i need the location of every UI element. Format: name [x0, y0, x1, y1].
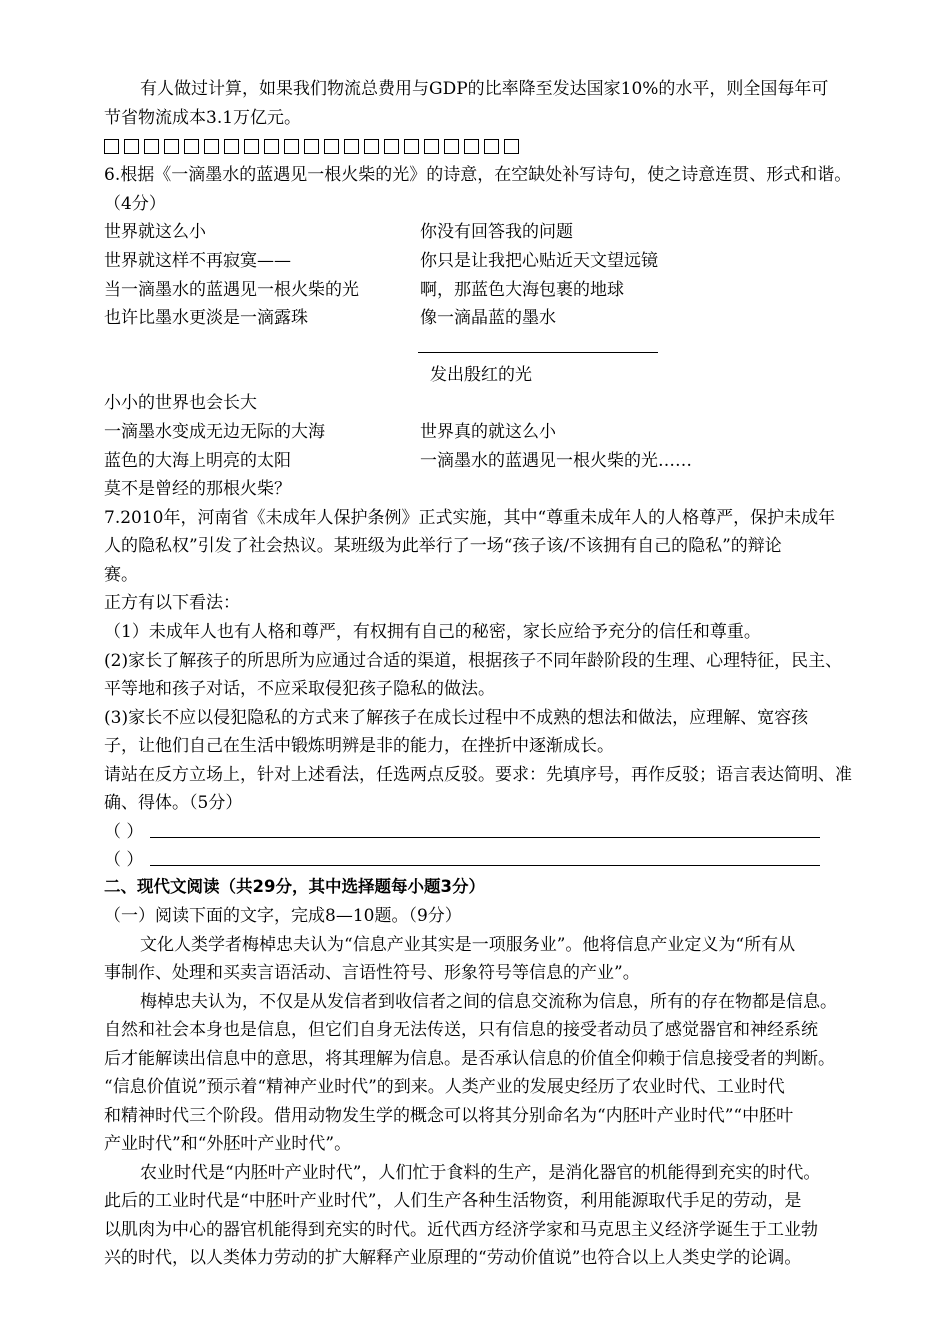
- q7-point-2-line-1: (2)家长了解孩子的所思所为应通过合适的渠道，根据孩子不同年龄阶段的生理、心理特征，民主、: [104, 651, 843, 671]
- passage-line: 梅棹忠夫认为，不仅是从发信者到收信者之间的信息交流称为信息，所有的存在物都是信息。: [140, 992, 837, 1012]
- poem-right-line: 像一滴晶蓝的墨水: [420, 308, 556, 328]
- passage-line: 此后的工业时代是“中胚叶产业时代”，人们生产各种生活物资，利用能源取代手足的劳动，是: [104, 1191, 802, 1211]
- answer-number-paren: （ ）: [104, 822, 144, 842]
- poem-left-line: 一滴墨水变成无边无际的大海: [104, 422, 325, 442]
- q7-requirement-line-2: 确、得体。（5分）: [104, 793, 243, 813]
- passage-line: 以肌肉为中心的器官机能得到充实的时代。近代西方经济学家和马克思主义经济学诞生于工业勃: [104, 1220, 818, 1240]
- poem-left-line: 当一滴墨水的蓝遇见一根火柴的光: [104, 280, 359, 300]
- poem-left-line: 莫不是曾经的那根火柴？: [104, 479, 291, 499]
- poem-right-line: 你只是让我把心贴近天文望远镜: [420, 251, 658, 271]
- q7-point-2-line-2: 平等地和孩子对话，不应采取侵犯孩子隐私的做法。: [104, 679, 495, 699]
- subsection-heading: （一）阅读下面的文字，完成8—10题。（9分）: [104, 906, 462, 926]
- poem-answer-blank[interactable]: [418, 352, 658, 353]
- section-heading: 二、现代文阅读（共29分，其中选择题每小题3分）: [104, 877, 485, 896]
- poem-right-after-blank: 发出殷红的光: [430, 365, 532, 385]
- passage-line: 后才能解读出信息中的意思，将其理解为信息。是否承认信息的价值全仰赖于信息接受者的判断。: [104, 1049, 835, 1069]
- intro-line-2: 节省物流成本3.1万亿元。: [104, 108, 302, 128]
- q7-point-3-line-1: (3)家长不应以侵犯隐私的方式来了解孩子在成长过程中不成熟的想法和做法，应理解、宽容孩: [104, 708, 809, 728]
- passage-line: 事制作、处理和买卖言语活动、言语性符号、形象符号等信息的产业”。: [104, 963, 640, 983]
- poem-left-line: 小小的世界也会长大: [104, 393, 257, 413]
- q7-point-1: （1）未成年人也有人格和尊严，有权拥有自己的秘密，家长应给予充分的信任和尊重。: [104, 622, 761, 642]
- poem-right-line: 世界真的就这么小: [420, 422, 556, 442]
- q7-prompt-line-1: 7.2010年，河南省《未成年人保护条例》正式实施，其中“尊重未成年人的人格尊严，保护未成年: [104, 508, 836, 528]
- passage-line: 兴的时代，以人类体力劳动的扩大解释产业原理的“劳动价值说”也符合以上人类史学的论调。: [104, 1248, 802, 1268]
- q6-prompt-line-2: （4分）: [104, 194, 166, 214]
- poem-left-line: 也许比墨水更淡是一滴露珠: [104, 308, 308, 328]
- q6-prompt-line-1: 6.根据《一滴墨水的蓝遇见一根火柴的光》的诗意，在空缺处补写诗句，使之诗意连贯、形式和谐。: [104, 165, 852, 185]
- answer-line-1[interactable]: [150, 837, 820, 838]
- passage-line: 文化人类学者梅棹忠夫认为“信息产业其实是一项服务业”。他将信息产业定义为“所有从: [140, 935, 796, 955]
- passage-line: 自然和社会本身也是信息，但它们自身无法传送，只有信息的接受者动员了感觉器官和神经系统: [104, 1020, 818, 1040]
- q7-point-3-line-2: 子，让他们自己在生活中锻炼明辨是非的能力，在挫折中逐渐成长。: [104, 736, 614, 756]
- q7-prompt-line-3: 赛。: [104, 565, 138, 585]
- passage-line: 和精神时代三个阶段。借用动物发生学的概念可以将其分别命名为“内胚叶产业时代”“中胚叶: [104, 1106, 794, 1126]
- poem-left-line: 世界就这么小: [104, 222, 206, 242]
- garbled-character-row: [104, 135, 524, 157]
- poem-right-line: 一滴墨水的蓝遇见一根火柴的光……: [420, 451, 692, 471]
- q7-intro: 正方有以下看法：: [104, 593, 240, 613]
- poem-right-line: 你没有回答我的问题: [420, 222, 573, 242]
- poem-right-line: 啊，那蓝色大海包裹的地球: [420, 280, 624, 300]
- intro-line-1: 有人做过计算，如果我们物流总费用与GDP的比率降至发达国家10%的水平，则全国每年可: [140, 79, 829, 99]
- passage-line: 农业时代是“内胚叶产业时代”，人们忙于食料的生产，是消化器官的机能得到充实的时代。: [140, 1163, 821, 1183]
- passage-line: “信息价值说”预示着“精神产业时代”的到来。人类产业的发展史经历了农业时代、工业时代: [104, 1077, 785, 1097]
- poem-left-line: 蓝色的大海上明亮的太阳: [104, 451, 291, 471]
- passage-line: 产业时代”和“外胚叶产业时代”。: [104, 1134, 352, 1154]
- poem-left-line: 世界就这样不再寂寞——: [104, 251, 291, 271]
- q7-requirement-line-1: 请站在反方立场上，针对上述看法，任选两点反驳。要求：先填序号，再作反驳；语言表达简明、准: [104, 765, 852, 785]
- answer-line-2[interactable]: [150, 865, 820, 866]
- q7-prompt-line-2: 人的隐私权”引发了社会热议。某班级为此举行了一场“孩子该/不该拥有自己的隐私”的辩论: [104, 536, 782, 556]
- answer-number-paren: （ ）: [104, 850, 144, 870]
